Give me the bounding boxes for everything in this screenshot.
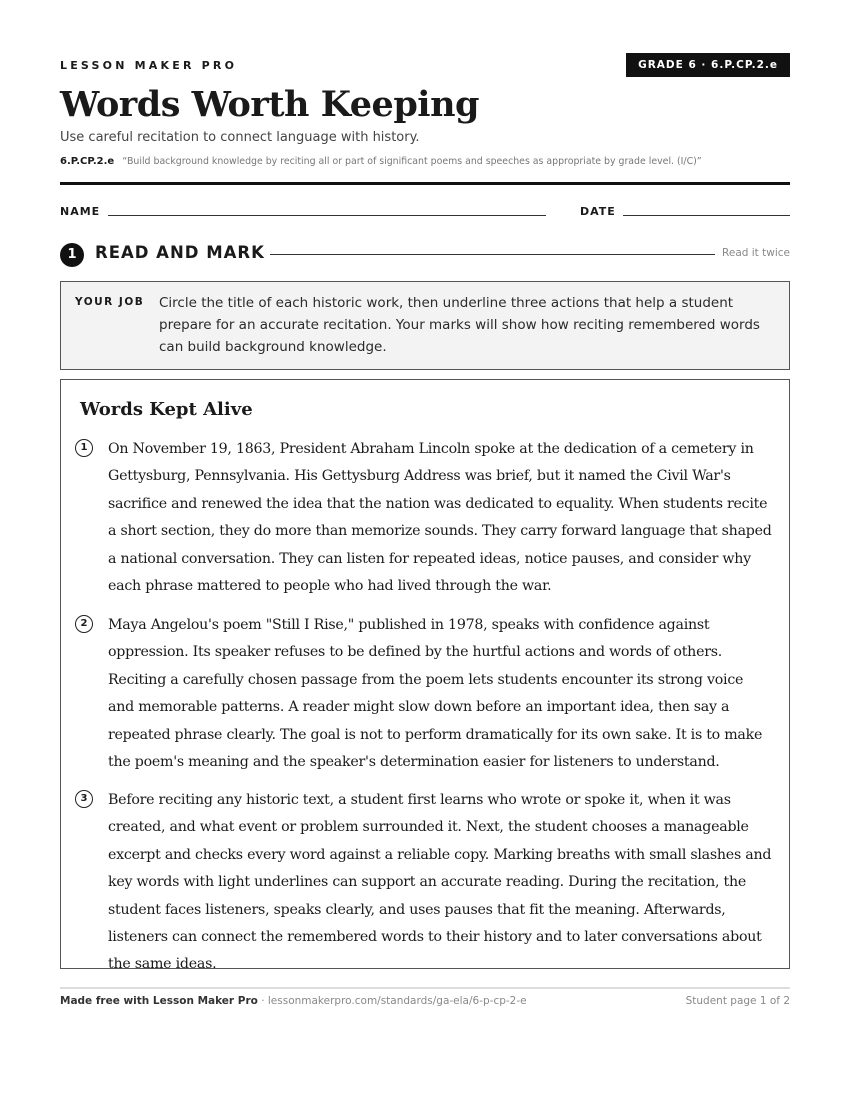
passage-box [60, 379, 790, 973]
standard-code: 6.P.CP.2.e [60, 156, 115, 167]
page-indicator: Student page 1 of 2 [685, 995, 790, 1007]
footer-divider [60, 987, 790, 989]
job-instructions-box [60, 281, 790, 370]
paragraph-number: 3 [75, 790, 93, 808]
standard-text: “Build background knowledge by reciting all or part of significant poems and speeches as appropriate by grade level. (I/C)” [122, 156, 702, 167]
footer [60, 995, 790, 1007]
paragraph-text: On November 19, 1863, President Abraham Lincoln spoke at the dedication of a cemetery in Gettysburg, Pennsylvania. His Gettysburg Address was brief, but it named the Civil War's sacrifice and renewed the idea that the nation was dedicated to equality. When students recite a short section, they do more than memorize sounds. They carry forward language that shaped a national conversation. They can listen for repeated ideas, notice pauses, and consider why each phrase mattered to people who had lived through the war. [108, 441, 772, 595]
paragraph-text: Before reciting any historic text, a student first learns who wrote or spoke it, when it was created, and what event or problem surrounded it. Next, the student chooses a manageable excerpt and checks every word against a reliable copy. Marking breaths with small slashes and key words with light underlines can support an accurate reading. During the recitation, the student faces listeners, speaks clearly, and uses pauses that fit the meaning. Afterwards, listeners can connect the remembered words to their history and to later conversations about the same ideas. [108, 792, 772, 973]
passage-title: Words Kept Alive [80, 399, 253, 420]
name-field[interactable] [108, 215, 546, 216]
footer-credit: Made free with Lesson Maker Pro [60, 995, 258, 1007]
grade-badge: GRADE 6 · 6.P.CP.2.e [626, 53, 790, 77]
header-divider [60, 182, 790, 185]
page-title: Words Worth Keeping [60, 84, 480, 125]
section-header [60, 242, 790, 268]
footer-separator: · [257, 995, 268, 1007]
paragraph-number: 2 [75, 615, 93, 633]
brand-name: LESSON MAKER PRO [60, 59, 238, 72]
paragraph-text: Maya Angelou's poem "Still I Rise," published in 1978, speaks with confidence against oppression. Its speaker refuses to be defined by the hurtful actions and words of others. Reciting a carefully chosen passage from the poem lets students encounter its strong voice and memorable patterns. A reader might slow down before an important idea, then say a repeated phrase clearly. The goal is not to perform dramatically for its own sake. It is to make the poem's meaning and the speaker's determination easier for listeners to understand. [108, 617, 763, 771]
section-title: READ AND MARK [95, 243, 265, 262]
top-bar [60, 52, 790, 80]
name-label: NAME [60, 205, 101, 218]
job-label: YOUR JOB [75, 296, 145, 308]
section-number-badge: 1 [60, 243, 84, 267]
name-date-row [60, 204, 790, 220]
job-text: Circle the title of each historic work, then underline three actions that help a student prepare for an accurate recitation. Your marks will show how reciting remembered words can build background knowledge. [159, 295, 760, 355]
section-note: Read it twice [722, 247, 790, 259]
footer-url[interactable]: lessonmakerpro.com/standards/ga-ela/6-p-cp-2-e [267, 995, 527, 1007]
page-subtitle: Use careful recitation to connect language with history. [60, 130, 420, 145]
paragraph-number: 1 [75, 439, 93, 457]
standard-line [60, 156, 790, 167]
date-field[interactable] [623, 215, 790, 216]
date-label: DATE [580, 205, 616, 218]
section-divider [270, 254, 715, 255]
